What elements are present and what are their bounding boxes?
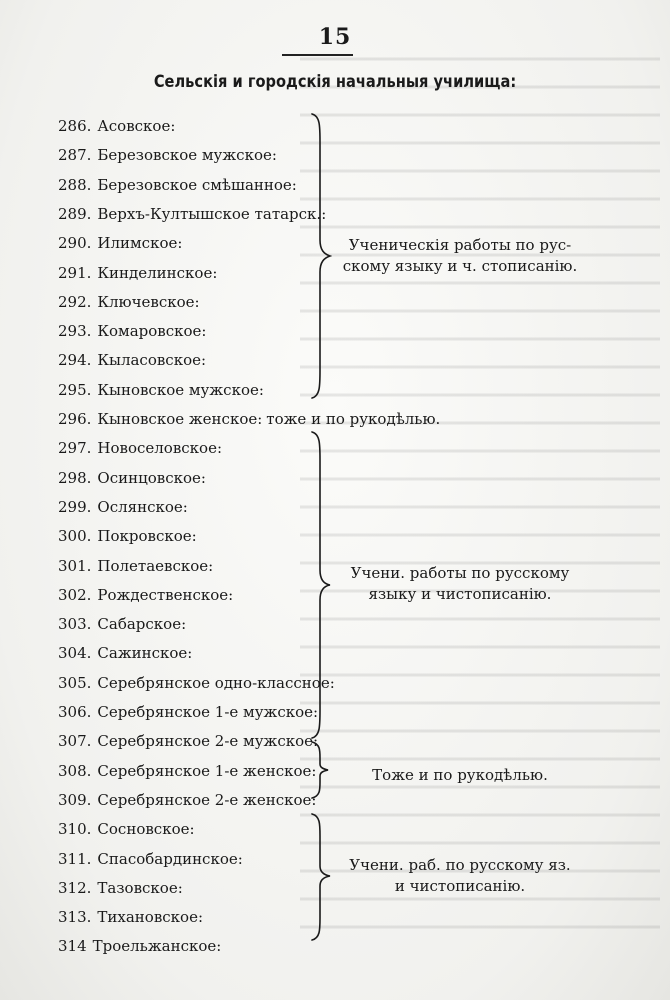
school-name: Кыновское мужское: [97, 381, 264, 399]
group-brace-4 [308, 812, 332, 942]
list-item [58, 381, 264, 399]
list-item [58, 674, 335, 692]
list-item [58, 176, 297, 194]
list-item [58, 264, 217, 282]
group-brace-2 [308, 430, 332, 740]
entry-number: 302. [58, 586, 92, 604]
entry-number: 312. [58, 879, 92, 897]
school-name: Асовское: [97, 117, 176, 135]
list-item [58, 820, 195, 838]
entry-number: 311. [58, 850, 92, 868]
entry-number: 308. [58, 762, 92, 780]
entry-number: 298. [58, 469, 92, 487]
school-name: Полетаевское: [97, 557, 214, 575]
entry-number: 291. [58, 264, 92, 282]
group-note-1: Ученическія работы по рус- скому языку и ч. стописанію. [342, 236, 578, 275]
list-item [58, 732, 318, 750]
list-item [58, 908, 203, 926]
school-name: Березовское смѣшанное: [97, 176, 297, 194]
school-name: Серебрянское 2-е мужское: [97, 732, 319, 750]
entry-number: 301. [58, 557, 92, 575]
entry-number: 294. [58, 351, 92, 369]
school-name: Кыласовское: [97, 351, 207, 369]
group-note-2: Учени. работы по русскому языку и чистописанію. [350, 564, 570, 603]
school-name: Илимское: [97, 234, 183, 252]
entry-number: 295. [58, 381, 92, 399]
school-name: Тихановское: [97, 908, 204, 926]
list-item [58, 762, 316, 780]
school-name: Сажинское: [97, 644, 193, 662]
list-item [58, 527, 197, 545]
school-name: Верхъ-Култышское татарск.: [97, 205, 327, 223]
list-item [58, 117, 175, 135]
entry-number: 314 [58, 937, 87, 955]
entry-number: 293. [58, 322, 92, 340]
section-heading: Сельскія и городскія начальныя училища: [153, 72, 517, 92]
school-name: Рождественское: [97, 586, 234, 604]
entry-number: 299. [58, 498, 92, 516]
school-name: Березовское мужское: [97, 146, 277, 164]
school-name: Сабарское: [97, 615, 187, 633]
entry-number: 309. [58, 791, 92, 809]
school-name: Серебрянское 1-е женское: [97, 762, 317, 780]
school-name: Серебрянское 2-е женское: [97, 791, 317, 809]
entry-number: 310. [58, 820, 92, 838]
school-name: Сосновское: [97, 820, 195, 838]
list-item [58, 703, 318, 721]
group-brace-1 [308, 112, 332, 400]
list-item [58, 146, 277, 164]
group-brace-3 [308, 740, 332, 800]
entry-number: 290. [58, 234, 92, 252]
list-item [58, 586, 233, 604]
school-name: Спасобардинское: [97, 850, 243, 868]
entry-note: тоже и по рукодѣлью. [266, 410, 441, 428]
school-name: Ослянское: [97, 498, 188, 516]
list-item [58, 615, 186, 633]
list-item [58, 879, 183, 897]
list-item [58, 293, 200, 311]
list-item [58, 234, 182, 252]
page-number: 15 [318, 24, 352, 50]
list-item [58, 322, 206, 340]
bleed-through-text [300, 40, 660, 940]
entry-number: 304. [58, 644, 92, 662]
list-item [58, 937, 221, 955]
school-name: Ключевское: [97, 293, 200, 311]
school-name: Комаровское: [97, 322, 207, 340]
list-item [58, 439, 222, 457]
list-item [58, 850, 243, 868]
entry-number: 307. [58, 732, 92, 750]
list-item [58, 644, 192, 662]
school-name: Серебрянское 1-е мужское: [97, 703, 319, 721]
school-name: Троельжанское: [92, 937, 222, 955]
header-rule [282, 54, 353, 56]
list-item [58, 498, 188, 516]
list-item [58, 410, 440, 428]
entry-number: 297. [58, 439, 92, 457]
list-item [58, 791, 316, 809]
school-name: Осинцовское: [97, 469, 206, 487]
group-note-4: Учени. раб. по русскому яз. и чистописанію. [349, 856, 571, 895]
entry-number: 292. [58, 293, 92, 311]
entry-number: 306. [58, 703, 92, 721]
school-name: Тазовское: [97, 879, 183, 897]
school-name: Кыновское женское: [97, 410, 263, 428]
entry-number: 289. [58, 205, 92, 223]
school-name: Новоселовское: [97, 439, 223, 457]
list-item [58, 469, 206, 487]
list-item [58, 205, 326, 223]
school-name: Кинделинское: [97, 264, 218, 282]
entry-number: 286. [58, 117, 92, 135]
group-note-3: Тоже и по рукодѣлью. [372, 766, 548, 784]
entry-number: 313. [58, 908, 92, 926]
school-name: Серебрянское одно-классное: [97, 674, 335, 692]
list-item [58, 351, 206, 369]
list-item [58, 557, 213, 575]
entry-number: 296. [58, 410, 92, 428]
entry-number: 288. [58, 176, 92, 194]
entry-number: 303. [58, 615, 92, 633]
school-name: Покровское: [97, 527, 197, 545]
entry-number: 300. [58, 527, 92, 545]
entry-number: 305. [58, 674, 92, 692]
entry-number: 287. [58, 146, 92, 164]
